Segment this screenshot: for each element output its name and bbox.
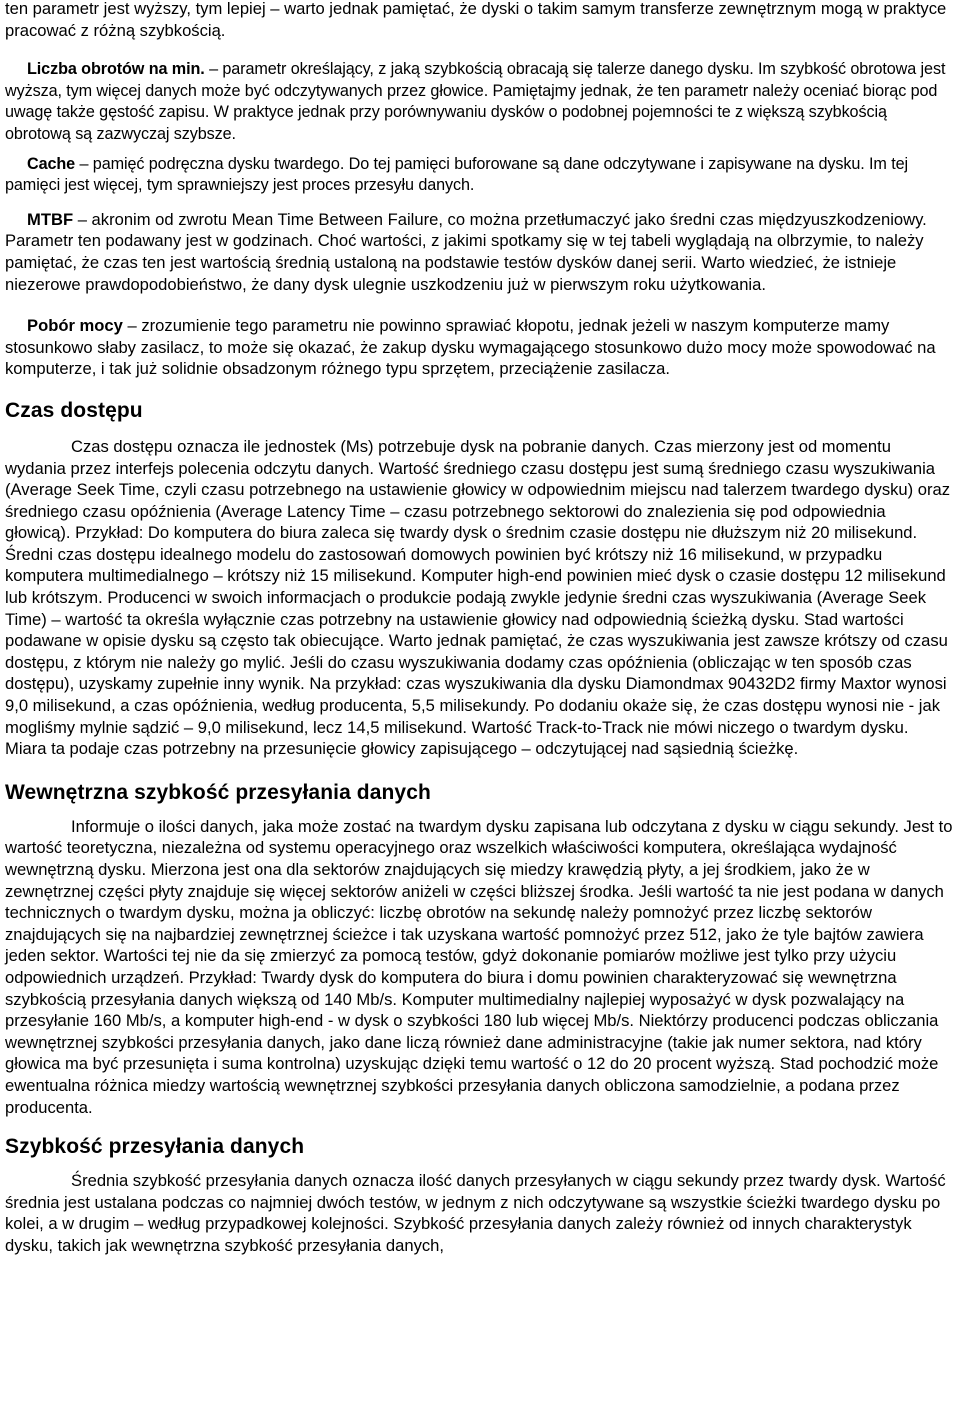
power-text: – zrozumienie tego parametru nie powinno sprawiać kłopotu, jednak jeżeli w naszym komputerze mamy stosunkowo słaby zasilacz, to może się okazać, że zakup dysku wymagającego stosunkowo dużo mocy może spowodować na komputerze, i tak już solidnie obsadzonym różnego typu sprzętem, przeciążenie zasilacza. xyxy=(5,316,936,379)
rpm-paragraph xyxy=(5,59,953,145)
mtbf-text: – akronim od zwrotu Mean Time Between Failure, co można przetłumaczyć jako średni czas międzyuszkodzeniowy. Parametr ten podawany jest w godzinach. Choć wartości, z jakimi spotkamy się w tej tabeli wyglądają na olbrzymie, to należy pamiętać, że czas ten jest wartością średnią ustaloną na podstawie testów dysków danej serii. Warto wiedzieć, że istnieje niezerowe prawdopodobieństwo, że dany dysk ulegnie uszkodzeniu już w pierwszym roku użytkowania. xyxy=(5,209,927,294)
transfer-rate-paragraph: Średnia szybkość przesyłania danych oznacza ilość danych przesyłanych w ciągu sekundy przez twardy dysk. Wartość średnia jest ustalana podczas co najmniej dwóch testów, w jednym z nich odczytywane są wszystkie ścieżki twardego dysku po kolei, a w drugim – według przypadkowej kolejności. Szybkość przesyłania danych zależy również od innych charakterystyk dysku, takich jak wewnętrzna szybkość przesyłania danych, xyxy=(5,1171,946,1255)
document-page xyxy=(5,0,953,1257)
power-paragraph xyxy=(5,315,953,380)
cache-text: – pamięć podręczna dysku twardego. Do tej pamięci buforowane są dane odczytywane i zapisywane na dysku. Im tej pamięci jest więcej, tym sprawniejszy jest proces przesyłu danych. xyxy=(5,154,908,195)
mtbf-term: MTBF xyxy=(27,209,74,229)
cache-term: Cache xyxy=(27,154,76,173)
transfer-rate-heading: Szybkość przesyłania danych xyxy=(5,1135,305,1159)
rpm-text: – parametr określający, z jaką szybkością obracają się talerze danego dysku. Im szybkość obrotowa jest wyższa, tym więcej danych może być odczytywanych przez głowice. Pamiętajmy jednak, że ten parametr należy oceniać biorąc pod uwagę także gęstość zapisu. W praktyce jednak przy porównywaniu dysków o podobnej pojemności te z większą szybkością obrotową są zazwyczaj szybsze. xyxy=(5,60,946,143)
internal-transfer-paragraph: Informuje o ilości danych, jaka może zostać na twardym dysku zapisana lub odczytana z dysku w ciągu sekundy. Jest to wartość teoretyczna, niezależna od systemu operacyjnego oraz wszelkich właściwości komputera, określająca wydajność wewnętrzną dysku. Mierzona jest ona dla sektorów znajdujących się miedzy krawędzią płyty, a jej środkiem, jako że w zewnętrznej części płyty znajduje się więcej sektorów aniżeli w części bliższej środka. Jeśli wartość ta nie jest podana w danych technicznych o twardym dysku, można ja obliczyć: liczbę obrotów na sekundę należy pomnożyć przez liczbę sektorów znajdujących się na najbardziej zewnętrznej ścieżce i tak uzyskana wartość pomnożyć przez 512, jako że tyle bajtów zawiera jeden sektor. Wartości tej nie da się zmierzyć za pomocą testów, gdyż dokonanie pomiarów możliwe jest tylko przy użyciu odpowiednich urządzeń. Przykład: Twardy dysk do komputera do biura i domu powinien charakteryzować się wewnętrzna szybkością przesyłania danych większą od 140 Mb/s. Komputer multimedialny najlepiej wyposażyć w dysk pozwalający na przesyłanie 160 Mb/s, a komputer high-end - w dysk o szybkości 180 lub więcej Mb/s. Niektórzy producenci podczas obliczania wewnętrznej szybkości przesyłania danych, jako dane liczą również dane administracyjne (takie jak numer sektora, nad który głowica ma być przesunięta i suma kontrolna) uzyskując dzięki temu wartość o 12 do 20 procent wyższą. Stad pochodzić może ewentualna różnica miedzy wartością wewnętrznej szybkości przesyłania danych obliczona samodzielnie, a podana przez producenta. xyxy=(5,816,953,1117)
cache-paragraph xyxy=(5,154,953,197)
rpm-term: Liczba obrotów na min. xyxy=(27,60,205,79)
mtbf-paragraph xyxy=(5,209,953,295)
access-time-heading: Czas dostępu xyxy=(5,398,143,422)
internal-transfer-heading: Wewnętrzna szybkość przesyłania danych xyxy=(5,780,431,804)
power-term: Pobór mocy xyxy=(27,316,123,336)
intro-paragraph: ten parametr jest wyższy, tym lepiej – warto jednak pamiętać, że dyski o takim samym transferze zewnętrznym mogą w praktyce pracować z różną szybkością. xyxy=(5,0,947,40)
access-time-paragraph: Czas dostępu oznacza ile jednostek (Ms) potrzebuje dysk na pobranie danych. Czas mierzony jest od momentu wydania przez interfejs polecenia odczytu danych. Wartość średniego czasu dostępu jest sumą średniego czasu wyszukiwania (Average Seek Time, czyli czasu potrzebnego na ustawienie głowicy w odpowiednim miejscu nad talerzem twardego dysku) oraz średniego czasu opóźnienia (Average Latency Time – czasu potrzebnego sektorowi do znalezienia się pod odpowiednia głowicą). Przykład: Do komputera do biura zaleca się twardy dysk o średnim czasie dostępu nie dłuższym niż 20 milisekund. Średni czas dostępu idealnego modelu do zastosowań domowych powinien być krótszy niż 16 milisekund, w przypadku komputera multimedialnego – krótszy niż 15 milisekund. Komputer high-end powinien mieć dysk o czasie dostępu 12 milisekund lub krótszym. Producenci w swoich informacjach o produkcie podają zwykle jedynie średni czas wyszukiwania (Average Seek Time) – wartość ta określa wyłącznie czas potrzebny na ustawienie głowicy nad odpowiednią ścieżką dysku. Stad wartości podawane w opisie dysku są często tak obiecujące. Warto jednak pamiętać, że czas wyszukiwania jest zawsze krótszy od czasu dostępu, z którym nie należy go mylić. Jeśli do czasu wyszukiwania dodamy czas opóźnienia (obliczając w ten sposób czas dostępu), uzyskamy zupełnie inny wynik. Na przykład: czas wyszukiwania dla dysku Diamondmax 90432D2 firmy Maxtor wynosi 9,0 milisekund, a czas opóźnienia, według producenta, 5,5 milisekundy. Po dodaniu okaże się, że czas dostępu wynosi nie - jak mogliśmy mylnie sądzić – 9,0 milisekund, lecz 14,5 milisekund. Wartość Track-to-Track nie mówi niczego o twardym dysku. Miara ta podaje czas potrzebny na przesunięcie głowicy zapisującego – odczytującej nad sąsiednią ścieżkę. xyxy=(5,436,951,759)
